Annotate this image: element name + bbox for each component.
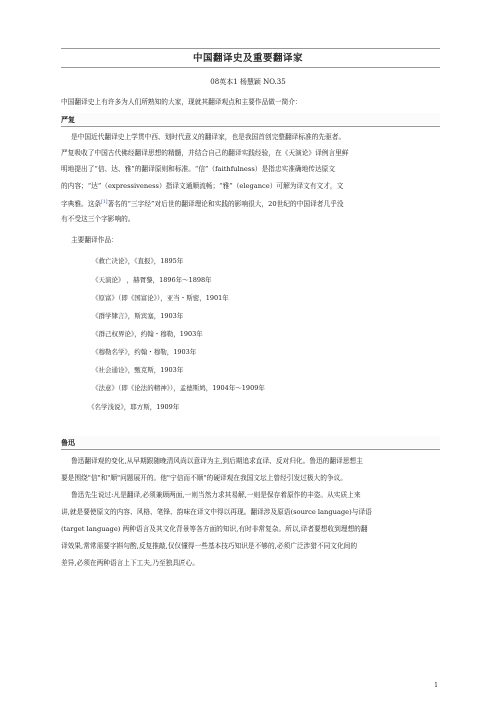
- heading-yanfu: 严复: [61, 115, 75, 124]
- text-span: 著名的“三字经”对后世的翻译理论和实践的影响很大，20世纪的中国译者几乎没: [107, 200, 344, 209]
- text-span: 字典雅。这条: [61, 200, 102, 209]
- paragraph-line: 有不受这三个字影响的。: [61, 215, 135, 223]
- work-item: 《社会通诠》，甄克斯，1903年: [92, 366, 184, 374]
- work-item: 《法意》（即《论法的精神》），孟德斯鸠，1904年～1909年: [92, 384, 265, 392]
- work-item: 《名学浅说》，耶方斯，1909年: [88, 403, 180, 411]
- intro-text: 中国翻译史上有许多为人们所熟知的大家，现就其翻译观点和主要作品做一简介：: [61, 98, 302, 106]
- paragraph-line: 的内容；“达”（expressiveness）指译文通顺流畅；“雅”（elegance）可解为译文有文才，文: [61, 182, 344, 190]
- divider: [61, 449, 440, 450]
- heading-luxun: 鲁迅: [61, 438, 75, 447]
- divider: [61, 126, 440, 127]
- divider: [61, 67, 440, 68]
- footnote-link[interactable]: [1]: [101, 200, 108, 205]
- page-title: 中国翻译史及重要翻译家: [192, 53, 303, 64]
- paragraph-line: 差异,必须在两种语言上下工夫,乃至独具匠心。: [61, 559, 199, 567]
- work-item: 《穆勒名学》，约翰・穆勒，1903年: [92, 348, 197, 356]
- divider: [61, 48, 440, 49]
- works-heading: 主要翻译作品：: [71, 236, 118, 244]
- paragraph-line: 是中国近代翻译史上学贯中西、划时代意义的翻译家，也是我国首创完整翻译标准的先驱者。: [71, 133, 346, 141]
- paragraph-line: [61, 198, 441, 209]
- work-item: 《原富》（即《国富论》），亚当・斯密，1901年: [92, 294, 229, 302]
- paragraph-line: (target language) 两种语言及其文化背景等各方面的知识,有时非常复杂。所以,译者要想收到理想的翻: [61, 525, 368, 533]
- work-item: 《天演论》 ，赫胥黎，1896年～1898年: [92, 276, 212, 284]
- author-line: 08英本1 杨慧颖 NO.35: [210, 78, 286, 86]
- work-item: 《救亡决论》，《直报》，1895年: [92, 257, 184, 265]
- paragraph-line: 鲁迅先生说过:凡是翻译,必须兼顾两面,一则当然力求其易解,一则是保存着原作的丰姿。从实质上来: [71, 491, 361, 499]
- paragraph-line: 译效果,常常需要字斟句酌,反复推敲,仅仅懂得一些基本技巧知识是不够的,必须广泛涉猎不同文化间的: [61, 542, 358, 550]
- paragraph-line: 讲,就是要使原文的内容、风格、笔锋、韵味在译文中得以再现。翻译涉及原语(source language)与译语: [61, 508, 372, 516]
- paragraph-line: 严复吸收了中国古代佛经翻译思想的精髓，并结合自己的翻译实践经验，在《天演论》译例言里鲜: [61, 149, 349, 157]
- work-item: 《群己权界论》，约翰・穆勒，1903年: [92, 330, 203, 338]
- page-number: 1: [434, 682, 438, 689]
- paragraph-line: 明地提出了“信、达、雅”的翻译原则和标准。“信”（faithfulness）是指忠实准确地传达原文: [61, 165, 336, 173]
- work-item: 《群学肄言》，斯宾塞，1903年: [92, 312, 184, 320]
- paragraph-line: 要是围绕"信"和"顺"问题展开的。他"宁信而不顺"的硬译观在我国文坛上曾经引发过极大的争议。: [61, 474, 347, 482]
- paragraph-line: 鲁迅翻译观的变化,从早期跟随晚清风尚以意译为主,到后期追求直译、反对归化。鲁迅的翻译思想主: [71, 457, 363, 465]
